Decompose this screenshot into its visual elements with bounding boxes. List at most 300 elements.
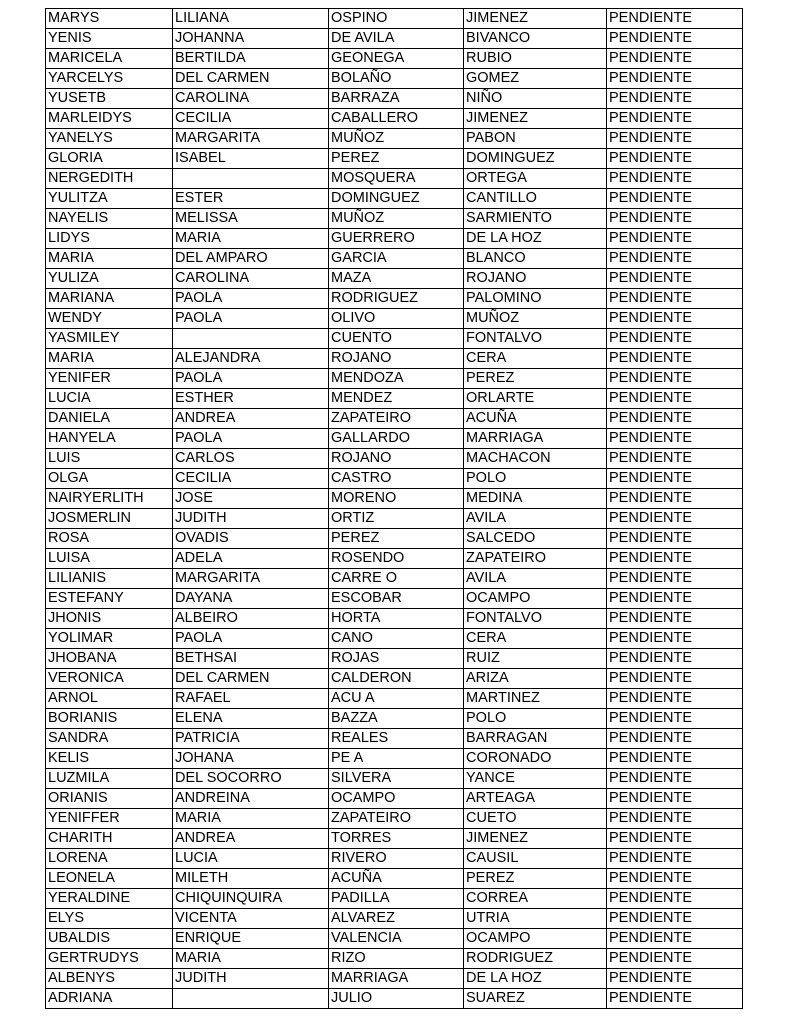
first-surname-cell: ALVAREZ (329, 909, 464, 929)
first-surname-cell: GALLARDO (329, 429, 464, 449)
status-cell: PENDIENTE (607, 149, 743, 169)
first-surname-cell: MUÑOZ (329, 129, 464, 149)
table-row (46, 649, 743, 669)
first-surname-cell: HORTA (329, 609, 464, 629)
table-row (46, 889, 743, 909)
table-row (46, 829, 743, 849)
table-row (46, 429, 743, 449)
first-surname-cell: ROSENDO (329, 549, 464, 569)
first-surname-cell: ROJAS (329, 649, 464, 669)
first-surname-cell: MAZA (329, 269, 464, 289)
status-cell: PENDIENTE (607, 349, 743, 369)
second-surname-cell: POLO (464, 469, 607, 489)
first-name-cell: LIDYS (46, 229, 173, 249)
status-cell: PENDIENTE (607, 829, 743, 849)
first-surname-cell: ZAPATEIRO (329, 409, 464, 429)
middle-name-cell: CECILIA (173, 469, 329, 489)
first-surname-cell: MENDEZ (329, 389, 464, 409)
table-row (46, 609, 743, 629)
middle-name-cell: CECILIA (173, 109, 329, 129)
middle-name-cell: LILIANA (173, 9, 329, 29)
table-row (46, 409, 743, 429)
second-surname-cell: NIÑO (464, 89, 607, 109)
second-surname-cell: MACHACON (464, 449, 607, 469)
second-surname-cell: OCAMPO (464, 929, 607, 949)
first-name-cell: YANELYS (46, 129, 173, 149)
status-cell: PENDIENTE (607, 89, 743, 109)
second-surname-cell: ORTEGA (464, 169, 607, 189)
second-surname-cell: MARTINEZ (464, 689, 607, 709)
status-cell: PENDIENTE (607, 709, 743, 729)
first-surname-cell: CASTRO (329, 469, 464, 489)
table-row (46, 29, 743, 49)
first-name-cell: MARICELA (46, 49, 173, 69)
status-cell: PENDIENTE (607, 169, 743, 189)
first-name-cell: ORIANIS (46, 789, 173, 809)
status-cell: PENDIENTE (607, 629, 743, 649)
status-cell: PENDIENTE (607, 529, 743, 549)
first-name-cell: LUCIA (46, 389, 173, 409)
first-name-cell: YENIFFER (46, 809, 173, 829)
table-row (46, 349, 743, 369)
status-cell: PENDIENTE (607, 429, 743, 449)
status-cell: PENDIENTE (607, 29, 743, 49)
first-name-cell: SANDRA (46, 729, 173, 749)
table-row (46, 669, 743, 689)
status-cell: PENDIENTE (607, 929, 743, 949)
first-name-cell: YUSETB (46, 89, 173, 109)
first-surname-cell: ESCOBAR (329, 589, 464, 609)
first-name-cell: DANIELA (46, 409, 173, 429)
middle-name-cell: PAOLA (173, 309, 329, 329)
table-row (46, 469, 743, 489)
second-surname-cell: CORREA (464, 889, 607, 909)
second-surname-cell: DE LA HOZ (464, 229, 607, 249)
first-surname-cell: BARRAZA (329, 89, 464, 109)
second-surname-cell: BARRAGAN (464, 729, 607, 749)
table-row (46, 89, 743, 109)
status-cell: PENDIENTE (607, 449, 743, 469)
first-surname-cell: GUERRERO (329, 229, 464, 249)
status-cell: PENDIENTE (607, 669, 743, 689)
first-name-cell: KELIS (46, 749, 173, 769)
status-cell: PENDIENTE (607, 949, 743, 969)
first-surname-cell: PEREZ (329, 149, 464, 169)
status-cell: PENDIENTE (607, 789, 743, 809)
first-surname-cell: OSPINO (329, 9, 464, 29)
table-row (46, 869, 743, 889)
table-row (46, 769, 743, 789)
table-row (46, 229, 743, 249)
second-surname-cell: DE LA HOZ (464, 969, 607, 989)
middle-name-cell: ANDREINA (173, 789, 329, 809)
first-name-cell: YULIZA (46, 269, 173, 289)
first-surname-cell: MOSQUERA (329, 169, 464, 189)
middle-name-cell (173, 329, 329, 349)
roster-sheet (45, 8, 742, 1009)
first-name-cell: HANYELA (46, 429, 173, 449)
first-name-cell: ESTEFANY (46, 589, 173, 609)
middle-name-cell: ANDREA (173, 409, 329, 429)
first-surname-cell: GEONEGA (329, 49, 464, 69)
middle-name-cell: JUDITH (173, 969, 329, 989)
table-row (46, 529, 743, 549)
first-surname-cell: SILVERA (329, 769, 464, 789)
second-surname-cell: ZAPATEIRO (464, 549, 607, 569)
table-row (46, 569, 743, 589)
first-name-cell: YOLIMAR (46, 629, 173, 649)
table-row (46, 149, 743, 169)
first-name-cell: YARCELYS (46, 69, 173, 89)
status-cell: PENDIENTE (607, 809, 743, 829)
first-surname-cell: PADILLA (329, 889, 464, 909)
middle-name-cell: BETHSAI (173, 649, 329, 669)
status-cell: PENDIENTE (607, 849, 743, 869)
middle-name-cell: ELENA (173, 709, 329, 729)
first-surname-cell: MUÑOZ (329, 209, 464, 229)
middle-name-cell: MARIA (173, 809, 329, 829)
status-cell: PENDIENTE (607, 269, 743, 289)
middle-name-cell: PAOLA (173, 429, 329, 449)
second-surname-cell: MEDINA (464, 489, 607, 509)
middle-name-cell: PAOLA (173, 629, 329, 649)
first-name-cell: LORENA (46, 849, 173, 869)
table-row (46, 69, 743, 89)
table-row (46, 589, 743, 609)
table-row (46, 489, 743, 509)
second-surname-cell: JIMENEZ (464, 829, 607, 849)
first-surname-cell: ACUÑA (329, 869, 464, 889)
first-surname-cell: CUENTO (329, 329, 464, 349)
first-surname-cell: OLIVO (329, 309, 464, 329)
middle-name-cell: CAROLINA (173, 269, 329, 289)
first-surname-cell: GARCIA (329, 249, 464, 269)
first-name-cell: LEONELA (46, 869, 173, 889)
status-cell: PENDIENTE (607, 229, 743, 249)
second-surname-cell: GOMEZ (464, 69, 607, 89)
middle-name-cell: ENRIQUE (173, 929, 329, 949)
table-row (46, 989, 743, 1009)
first-surname-cell: VALENCIA (329, 929, 464, 949)
second-surname-cell: MARRIAGA (464, 429, 607, 449)
status-cell: PENDIENTE (607, 329, 743, 349)
middle-name-cell: MARGARITA (173, 569, 329, 589)
middle-name-cell: ESTER (173, 189, 329, 209)
first-surname-cell: ACU A (329, 689, 464, 709)
second-surname-cell: CAUSIL (464, 849, 607, 869)
first-surname-cell: ROJANO (329, 349, 464, 369)
second-surname-cell: RUBIO (464, 49, 607, 69)
first-name-cell: WENDY (46, 309, 173, 329)
status-cell: PENDIENTE (607, 189, 743, 209)
middle-name-cell: DEL AMPARO (173, 249, 329, 269)
second-surname-cell: CUETO (464, 809, 607, 829)
middle-name-cell (173, 169, 329, 189)
first-surname-cell: BOLAÑO (329, 69, 464, 89)
table-row (46, 549, 743, 569)
first-name-cell: MARYS (46, 9, 173, 29)
first-name-cell: MARIA (46, 249, 173, 269)
first-surname-cell: JULIO (329, 989, 464, 1009)
status-cell: PENDIENTE (607, 409, 743, 429)
table-row (46, 629, 743, 649)
status-cell: PENDIENTE (607, 569, 743, 589)
table-row (46, 49, 743, 69)
middle-name-cell: RAFAEL (173, 689, 329, 709)
status-cell: PENDIENTE (607, 989, 743, 1009)
table-row (46, 949, 743, 969)
first-name-cell: NAYELIS (46, 209, 173, 229)
table-row (46, 269, 743, 289)
status-cell: PENDIENTE (607, 509, 743, 529)
second-surname-cell: CERA (464, 629, 607, 649)
table-row (46, 209, 743, 229)
middle-name-cell: PATRICIA (173, 729, 329, 749)
status-cell: PENDIENTE (607, 549, 743, 569)
status-cell: PENDIENTE (607, 749, 743, 769)
table-row (46, 929, 743, 949)
status-cell: PENDIENTE (607, 249, 743, 269)
status-cell: PENDIENTE (607, 389, 743, 409)
status-cell: PENDIENTE (607, 729, 743, 749)
middle-name-cell: DEL CARMEN (173, 69, 329, 89)
second-surname-cell: PALOMINO (464, 289, 607, 309)
table-row (46, 729, 743, 749)
first-surname-cell: TORRES (329, 829, 464, 849)
first-name-cell: MARLEIDYS (46, 109, 173, 129)
second-surname-cell: CANTILLO (464, 189, 607, 209)
first-surname-cell: BAZZA (329, 709, 464, 729)
first-surname-cell: MARRIAGA (329, 969, 464, 989)
first-name-cell: YULITZA (46, 189, 173, 209)
first-name-cell: GERTRUDYS (46, 949, 173, 969)
table-row (46, 169, 743, 189)
status-cell: PENDIENTE (607, 649, 743, 669)
middle-name-cell: JOSE (173, 489, 329, 509)
first-name-cell: ROSA (46, 529, 173, 549)
second-surname-cell: ARTEAGA (464, 789, 607, 809)
table-row (46, 329, 743, 349)
second-surname-cell: RUIZ (464, 649, 607, 669)
table-row (46, 749, 743, 769)
second-surname-cell: PABON (464, 129, 607, 149)
first-surname-cell: PE A (329, 749, 464, 769)
middle-name-cell: BERTILDA (173, 49, 329, 69)
table-row (46, 969, 743, 989)
table-row (46, 9, 743, 29)
status-cell: PENDIENTE (607, 869, 743, 889)
status-cell: PENDIENTE (607, 909, 743, 929)
first-surname-cell: DE AVILA (329, 29, 464, 49)
middle-name-cell: JOHANNA (173, 29, 329, 49)
middle-name-cell: MILETH (173, 869, 329, 889)
first-name-cell: YERALDINE (46, 889, 173, 909)
table-row (46, 509, 743, 529)
middle-name-cell: ADELA (173, 549, 329, 569)
second-surname-cell: FONTALVO (464, 609, 607, 629)
second-surname-cell: BLANCO (464, 249, 607, 269)
middle-name-cell: MARIA (173, 229, 329, 249)
first-surname-cell: CARRE O (329, 569, 464, 589)
first-name-cell: LILIANIS (46, 569, 173, 589)
status-cell: PENDIENTE (607, 609, 743, 629)
middle-name-cell: JOHANA (173, 749, 329, 769)
first-surname-cell: MORENO (329, 489, 464, 509)
status-cell: PENDIENTE (607, 769, 743, 789)
first-name-cell: VERONICA (46, 669, 173, 689)
second-surname-cell: SARMIENTO (464, 209, 607, 229)
roster-table (45, 8, 743, 1009)
first-name-cell: CHARITH (46, 829, 173, 849)
first-name-cell: ADRIANA (46, 989, 173, 1009)
middle-name-cell: LUCIA (173, 849, 329, 869)
second-surname-cell: UTRIA (464, 909, 607, 929)
first-surname-cell: ZAPATEIRO (329, 809, 464, 829)
table-row (46, 809, 743, 829)
first-name-cell: MARIANA (46, 289, 173, 309)
table-row (46, 389, 743, 409)
table-row (46, 709, 743, 729)
first-surname-cell: ORTIZ (329, 509, 464, 529)
middle-name-cell: PAOLA (173, 369, 329, 389)
status-cell: PENDIENTE (607, 49, 743, 69)
middle-name-cell: ALBEIRO (173, 609, 329, 629)
middle-name-cell: PAOLA (173, 289, 329, 309)
first-surname-cell: OCAMPO (329, 789, 464, 809)
first-name-cell: JHONIS (46, 609, 173, 629)
status-cell: PENDIENTE (607, 129, 743, 149)
first-name-cell: LUZMILA (46, 769, 173, 789)
roster-table-body (46, 9, 743, 1009)
second-surname-cell: BIVANCO (464, 29, 607, 49)
first-name-cell: YASMILEY (46, 329, 173, 349)
table-row (46, 849, 743, 869)
second-surname-cell: ROJANO (464, 269, 607, 289)
middle-name-cell: ANDREA (173, 829, 329, 849)
table-row (46, 109, 743, 129)
middle-name-cell: VICENTA (173, 909, 329, 929)
first-surname-cell: RODRIGUEZ (329, 289, 464, 309)
first-name-cell: LUISA (46, 549, 173, 569)
second-surname-cell: POLO (464, 709, 607, 729)
second-surname-cell: FONTALVO (464, 329, 607, 349)
middle-name-cell: CARLOS (173, 449, 329, 469)
middle-name-cell: DEL CARMEN (173, 669, 329, 689)
second-surname-cell: SUAREZ (464, 989, 607, 1009)
table-row (46, 249, 743, 269)
status-cell: PENDIENTE (607, 109, 743, 129)
status-cell: PENDIENTE (607, 69, 743, 89)
first-surname-cell: MENDOZA (329, 369, 464, 389)
status-cell: PENDIENTE (607, 969, 743, 989)
middle-name-cell: MARGARITA (173, 129, 329, 149)
table-row (46, 689, 743, 709)
second-surname-cell: AVILA (464, 569, 607, 589)
second-surname-cell: RODRIGUEZ (464, 949, 607, 969)
first-surname-cell: CANO (329, 629, 464, 649)
first-name-cell: YENIS (46, 29, 173, 49)
table-row (46, 369, 743, 389)
second-surname-cell: ORLARTE (464, 389, 607, 409)
table-row (46, 449, 743, 469)
first-surname-cell: RIVERO (329, 849, 464, 869)
second-surname-cell: CERA (464, 349, 607, 369)
middle-name-cell: ESTHER (173, 389, 329, 409)
first-name-cell: YENIFER (46, 369, 173, 389)
second-surname-cell: ACUÑA (464, 409, 607, 429)
status-cell: PENDIENTE (607, 209, 743, 229)
second-surname-cell: YANCE (464, 769, 607, 789)
first-name-cell: JOSMERLIN (46, 509, 173, 529)
status-cell: PENDIENTE (607, 9, 743, 29)
second-surname-cell: JIMENEZ (464, 109, 607, 129)
first-name-cell: ELYS (46, 909, 173, 929)
second-surname-cell: JIMENEZ (464, 9, 607, 29)
status-cell: PENDIENTE (607, 469, 743, 489)
table-row (46, 289, 743, 309)
table-row (46, 309, 743, 329)
first-name-cell: BORIANIS (46, 709, 173, 729)
second-surname-cell: PEREZ (464, 369, 607, 389)
second-surname-cell: OCAMPO (464, 589, 607, 609)
table-row (46, 189, 743, 209)
first-surname-cell: PEREZ (329, 529, 464, 549)
first-name-cell: ARNOL (46, 689, 173, 709)
middle-name-cell: CHIQUINQUIRA (173, 889, 329, 909)
first-surname-cell: ROJANO (329, 449, 464, 469)
first-surname-cell: RIZO (329, 949, 464, 969)
middle-name-cell: JUDITH (173, 509, 329, 529)
first-name-cell: NERGEDITH (46, 169, 173, 189)
first-name-cell: NAIRYERLITH (46, 489, 173, 509)
first-name-cell: MARIA (46, 349, 173, 369)
second-surname-cell: PEREZ (464, 869, 607, 889)
status-cell: PENDIENTE (607, 889, 743, 909)
table-row (46, 909, 743, 929)
table-row (46, 129, 743, 149)
second-surname-cell: CORONADO (464, 749, 607, 769)
status-cell: PENDIENTE (607, 289, 743, 309)
middle-name-cell: MELISSA (173, 209, 329, 229)
first-name-cell: UBALDIS (46, 929, 173, 949)
first-surname-cell: CABALLERO (329, 109, 464, 129)
first-surname-cell: REALES (329, 729, 464, 749)
second-surname-cell: ARIZA (464, 669, 607, 689)
status-cell: PENDIENTE (607, 689, 743, 709)
second-surname-cell: SALCEDO (464, 529, 607, 549)
status-cell: PENDIENTE (607, 369, 743, 389)
first-name-cell: LUIS (46, 449, 173, 469)
table-row (46, 789, 743, 809)
first-name-cell: ALBENYS (46, 969, 173, 989)
middle-name-cell: MARIA (173, 949, 329, 969)
second-surname-cell: AVILA (464, 509, 607, 529)
first-name-cell: OLGA (46, 469, 173, 489)
first-surname-cell: CALDERON (329, 669, 464, 689)
middle-name-cell (173, 989, 329, 1009)
status-cell: PENDIENTE (607, 589, 743, 609)
status-cell: PENDIENTE (607, 489, 743, 509)
first-name-cell: JHOBANA (46, 649, 173, 669)
middle-name-cell: CAROLINA (173, 89, 329, 109)
first-name-cell: GLORIA (46, 149, 173, 169)
middle-name-cell: DAYANA (173, 589, 329, 609)
second-surname-cell: DOMINGUEZ (464, 149, 607, 169)
first-surname-cell: DOMINGUEZ (329, 189, 464, 209)
middle-name-cell: ISABEL (173, 149, 329, 169)
middle-name-cell: ALEJANDRA (173, 349, 329, 369)
middle-name-cell: DEL SOCORRO (173, 769, 329, 789)
